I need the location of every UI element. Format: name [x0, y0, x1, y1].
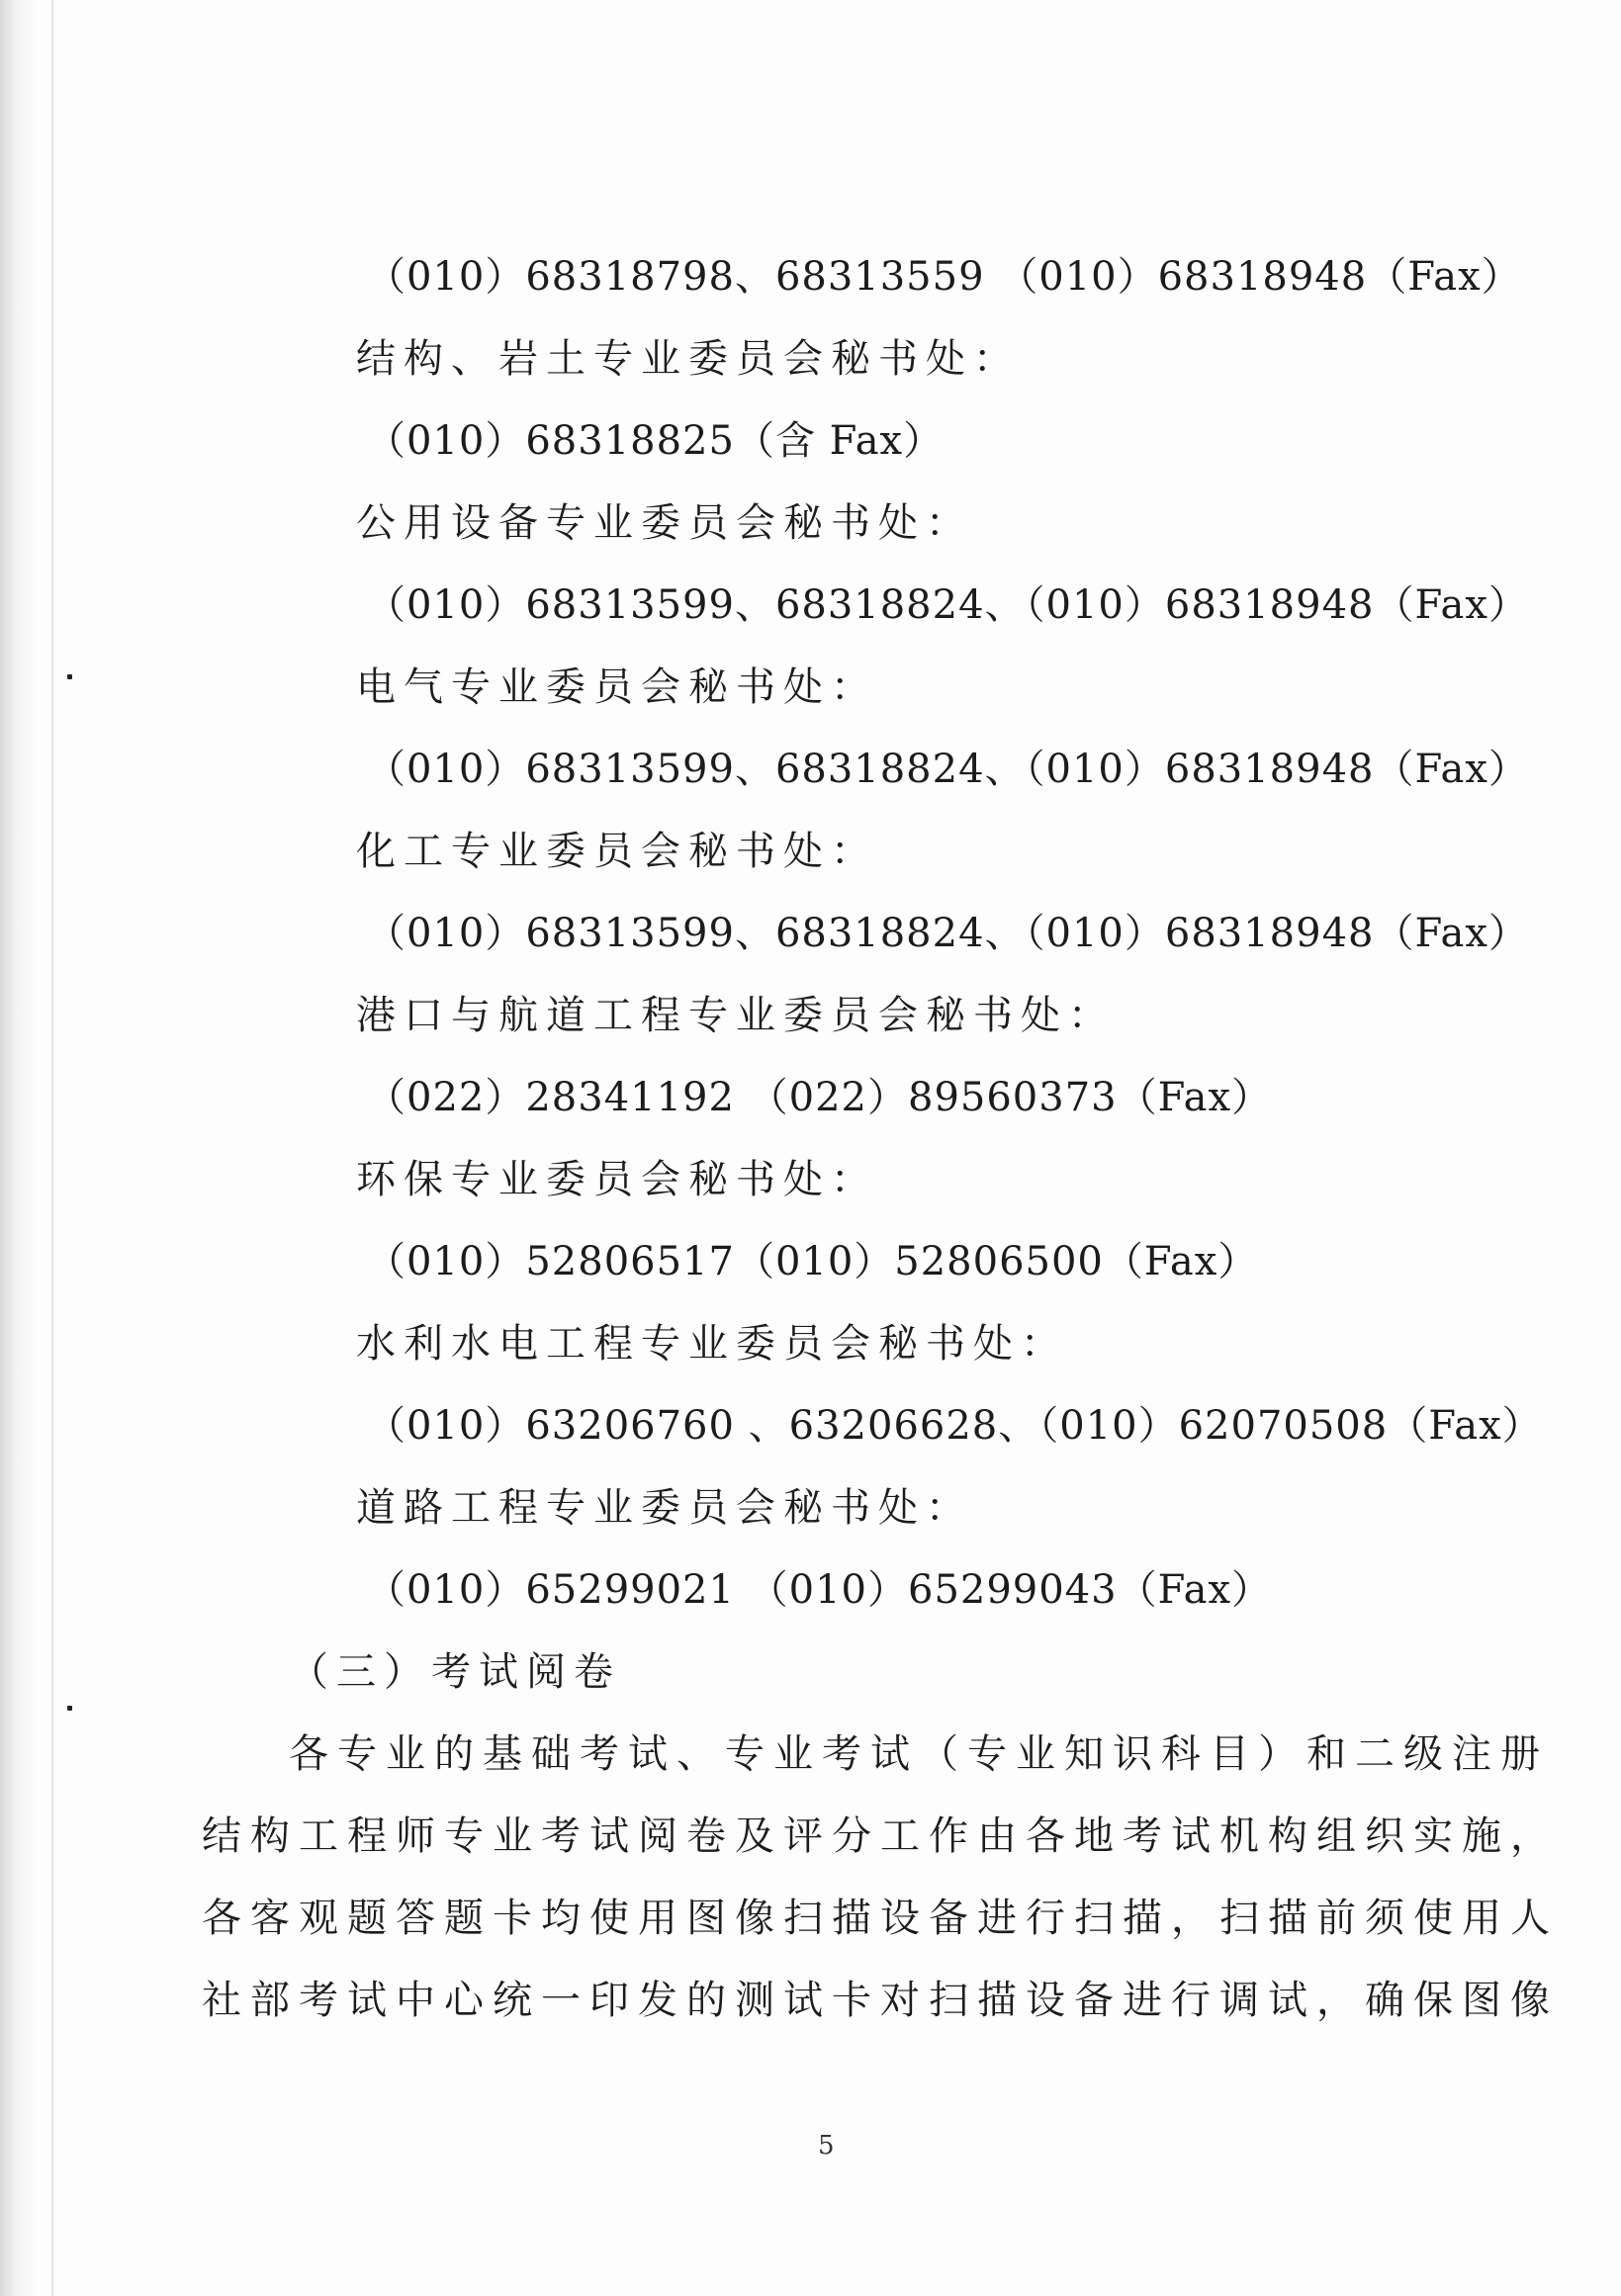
- contact-phone-line: （010）52806517（010）52806500（Fax）: [366, 1239, 1259, 1284]
- paragraph-line: 社部考试中心统一印发的测试卡对扫描设备进行调试，确保图像: [202, 1978, 1559, 2023]
- page-number: 5: [818, 2131, 835, 2161]
- paragraph-line: 各专业的基础考试、专业考试（专业知识科目）和二级注册: [289, 1731, 1549, 1777]
- committee-label: 道路工程专业委员会秘书处：: [356, 1485, 973, 1531]
- contact-phone-line: （022）28341192 （022）89560373（Fax）: [366, 1075, 1273, 1120]
- paragraph-line: 结构工程师专业考试阅卷及评分工作由各地考试机构组织实施，: [202, 1813, 1559, 1859]
- scan-edge-line: [51, 0, 53, 2296]
- contact-phone-line: （010）65299021 （010）65299043（Fax）: [366, 1567, 1273, 1613]
- committee-label: 水利水电工程专业委员会秘书处：: [356, 1321, 1068, 1367]
- committee-label: 结构、岩土专业委员会秘书处：: [356, 336, 1021, 382]
- committee-label: 环保专业委员会秘书处：: [356, 1157, 878, 1202]
- committee-label: 电气专业委员会秘书处：: [356, 664, 878, 710]
- scan-speck: [67, 674, 72, 679]
- contact-phone-line: （010）68318798、68313559 （010）68318948（Fax）: [366, 254, 1522, 300]
- section-heading: （三）考试阅卷: [289, 1649, 621, 1695]
- scan-speck: [67, 1706, 72, 1711]
- contact-phone-line: （010）68318825（含 Fax）: [366, 418, 945, 464]
- contact-phone-line: （010）68313599、68318824、（010）68318948（Fax）: [366, 911, 1529, 956]
- scan-left-shadow: [0, 0, 38, 2296]
- committee-label: 公用设备专业委员会秘书处：: [356, 500, 973, 546]
- contact-phone-line: （010）68313599、68318824、（010）68318948（Fax）: [366, 582, 1529, 628]
- contact-phone-line: （010）68313599、68318824、（010）68318948（Fax）: [366, 747, 1529, 792]
- committee-label: 港口与航道工程专业委员会秘书处：: [356, 993, 1116, 1038]
- contact-phone-line: （010）63206760 、63206628、（010）62070508（Fax）: [366, 1403, 1543, 1449]
- paragraph-line: 各客观题答题卡均使用图像扫描设备进行扫描，扫描前须使用人: [202, 1896, 1559, 1941]
- committee-label: 化工专业委员会秘书处：: [356, 829, 878, 874]
